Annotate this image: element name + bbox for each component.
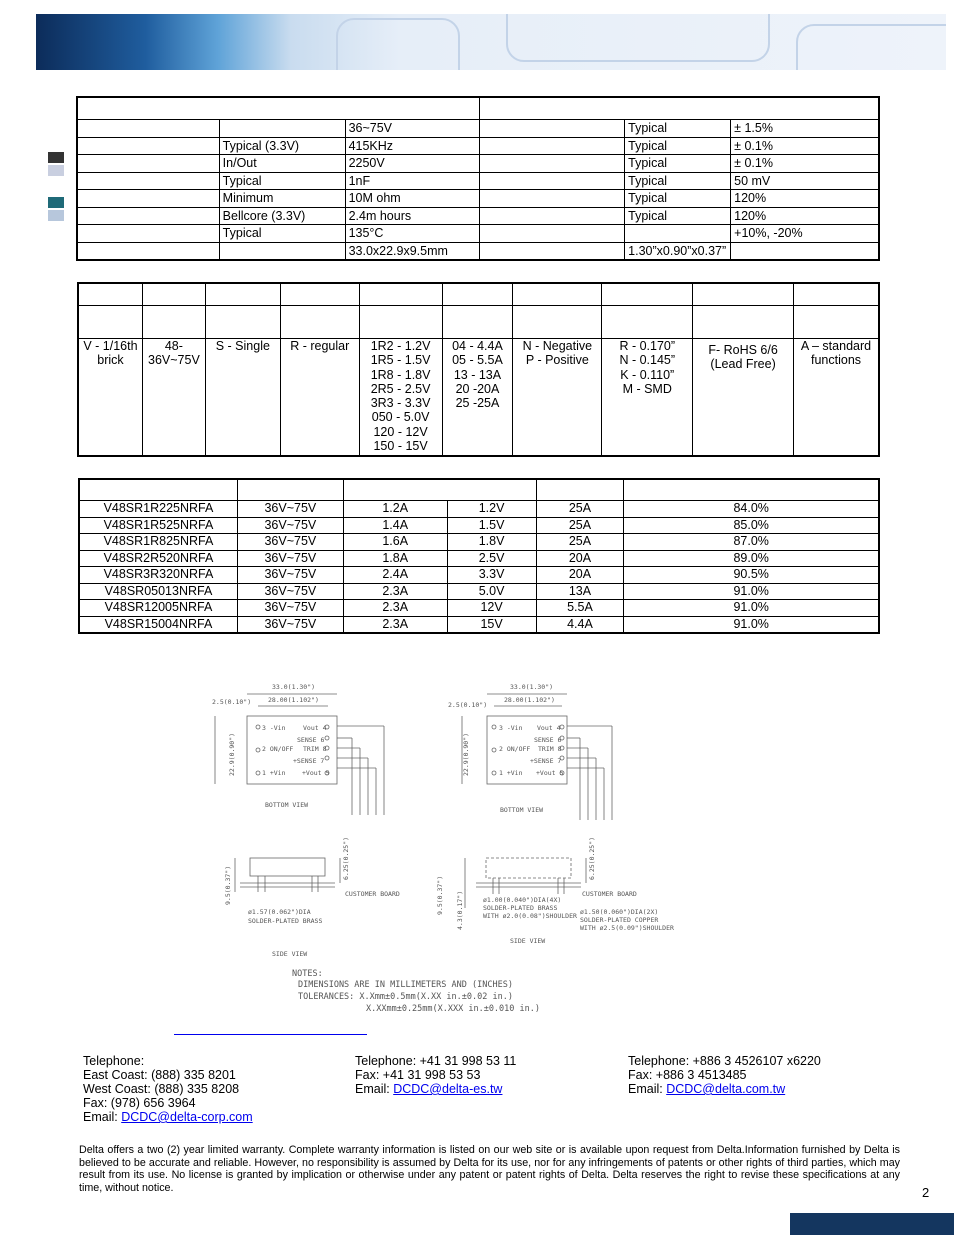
model-cell: 90.5%: [624, 567, 879, 584]
pn-option: 150 - 15V: [373, 439, 428, 454]
contact-line: Fax: (978) 656 3964: [83, 1096, 196, 1110]
side-view-label-left: SIDE VIEW: [272, 950, 308, 958]
warranty-disclaimer: Delta offers a two (2) year limited warranty. Complete warranty information is listed on our web site or is available upon request from Delta.Information furnished by Delta is believed to be accurate and reliable. However, no responsibility is assumed by Delta for its use, nor for any infringements of patents or other rights of third parties, which may result from its use. No license is granted by implication or otherwise under any patent or patent rights of Delta. Delta reserves the right to revise these specifications at any time, without notice.: [79, 1144, 900, 1194]
spec-cell: [731, 242, 879, 260]
model-row: [80, 567, 879, 584]
email-label: Email:: [628, 1082, 667, 1096]
pin-label: 3 -Vin: [499, 724, 523, 732]
pin-label: TRIM 8: [538, 745, 562, 753]
pn-option-cell: [79, 339, 143, 456]
model-cell: 36V~75V: [237, 600, 343, 617]
note-tolerance-1: TOLERANCES: X.Xmm±0.5mm(X.XX in.±0.02 in.): [298, 992, 513, 1002]
contact-asia: [628, 1054, 821, 1096]
model-cell: 25A: [536, 501, 624, 518]
model-row: [80, 550, 879, 567]
model-cell: 2.5V: [447, 550, 536, 567]
model-cell: 36V~75V: [237, 567, 343, 584]
spec-cell: 2250V: [345, 155, 479, 173]
spec-row: [78, 190, 879, 208]
spec-cell: [479, 242, 625, 260]
side-small-right: 4.3(0.17"): [456, 890, 464, 930]
mechanical-drawing: [200, 680, 680, 1020]
model-header-row: [80, 480, 879, 501]
banner-decoration: [796, 24, 946, 70]
spec-row: [78, 137, 879, 155]
contact-line: Fax: +886 3 4513485: [628, 1068, 747, 1082]
pn-option-cell: [205, 339, 280, 456]
model-cell: 20A: [536, 550, 624, 567]
model-row: [80, 534, 879, 551]
dim-pitch-left: 28.00(1.102"): [268, 696, 319, 704]
spec-cell: [78, 172, 220, 190]
pin-dia-left: ø1.57(0.062")DIA: [248, 908, 311, 916]
pn-subheader-row: [79, 306, 879, 339]
model-cell: 91.0%: [624, 616, 879, 633]
web-link-underline[interactable]: [174, 1034, 367, 1035]
pin-label: SENSE 6: [297, 736, 325, 744]
spec-cell: 36~75V: [345, 120, 479, 138]
dim-pitch-right: 28.00(1.102"): [504, 696, 555, 704]
pn-option: 04 - 4.4A: [452, 339, 503, 353]
pin-label: +Vout 5: [302, 769, 330, 777]
pin-material-left: SOLDER-PLATED BRASS: [248, 917, 323, 925]
pn-option: 050 - 5.0V: [371, 410, 430, 425]
email-link[interactable]: DCDC@delta-es.tw: [393, 1082, 503, 1096]
model-cell: 15V: [447, 616, 536, 633]
spec-header-right: [479, 98, 879, 120]
pn-option-cell: [693, 339, 794, 456]
model-cell: 36V~75V: [237, 517, 343, 534]
pn-option: 05 - 5.5A: [452, 353, 503, 368]
model-cell: V48SR1R225NRFA: [80, 501, 238, 518]
spec-row: [78, 207, 879, 225]
pn-option: 1R2 - 1.2V: [370, 339, 431, 353]
spec-cell: 1.30”x0.90”x0.37”: [625, 242, 731, 260]
side-height-right: 9.5(0.37"): [436, 875, 444, 915]
pin-label: TRIM 8: [303, 745, 327, 753]
model-cell: 36V~75V: [237, 550, 343, 567]
part-number-table: [78, 283, 879, 456]
email-label: Email:: [355, 1082, 394, 1096]
spec-cell: [479, 207, 625, 225]
pin-label: 3 -Vin: [262, 724, 286, 732]
model-cell: 13A: [536, 583, 624, 600]
model-cell: 12V: [447, 600, 536, 617]
model-cell: 36V~75V: [237, 501, 343, 518]
model-cell: 36V~75V: [237, 583, 343, 600]
pn-header-row: [79, 284, 879, 306]
contact-line: Telephone: +886 3 4526107 x6220: [628, 1054, 821, 1068]
model-cell: 84.0%: [624, 501, 879, 518]
pin-material-right2: SOLDER-PLATED COPPER: [580, 916, 659, 924]
pin-label: 1 +Vin: [499, 769, 523, 777]
spec-cell: ± 0.1%: [731, 137, 879, 155]
note-dimensions: DIMENSIONS ARE IN MILLIMETERS AND (INCHES): [298, 980, 513, 990]
contact-line: Fax: +41 31 998 53 53: [355, 1068, 481, 1082]
spec-cell: Typical: [625, 137, 731, 155]
model-table: [79, 479, 879, 633]
model-cell: 1.2A: [343, 501, 447, 518]
side-marker-light: [48, 210, 64, 221]
model-cell: V48SR05013NRFA: [80, 583, 238, 600]
pn-option: 1R5 - 1.5V: [370, 353, 431, 368]
banner-decoration: [506, 14, 770, 62]
spec-cell: [219, 242, 345, 260]
pn-option-cell: [602, 339, 693, 456]
spec-cell: 415KHz: [345, 137, 479, 155]
side-view-module-right: [486, 858, 571, 878]
spec-cell: ± 0.1%: [731, 155, 879, 173]
pn-option-cell: [359, 339, 442, 456]
spec-cell: 135°C: [345, 225, 479, 243]
spec-cell: Bellcore (3.3V): [219, 207, 345, 225]
spec-cell: Typical: [625, 120, 731, 138]
model-cell: 20A: [536, 567, 624, 584]
model-row: [80, 616, 879, 633]
model-cell: 1.6A: [343, 534, 447, 551]
spec-row: [78, 225, 879, 243]
contact-line: East Coast: (888) 335 8201: [83, 1068, 236, 1082]
pn-option-cell: [794, 339, 879, 456]
model-cell: V48SR2R520NRFA: [80, 550, 238, 567]
spec-cell: 2.4m hours: [345, 207, 479, 225]
pin-label: 2 ON/OFF: [262, 745, 294, 753]
pn-option: 1R8 - 1.8V: [370, 367, 431, 382]
model-cell: 1.8V: [447, 534, 536, 551]
pn-option: N - 0.145”: [619, 353, 676, 368]
pn-option: (Lead Free): [710, 357, 776, 372]
pin-dia-right2: ø1.50(0.060")DIA(2X): [580, 908, 659, 916]
model-cell: V48SR1R825NRFA: [80, 534, 238, 551]
spec-row: [78, 242, 879, 260]
model-cell: 4.4A: [536, 616, 624, 633]
model-cell: 85.0%: [624, 517, 879, 534]
side-min-left: 6.25(0.25"): [342, 836, 350, 880]
model-cell: 2.3A: [343, 583, 447, 600]
model-row: [80, 600, 879, 617]
dim-edge-right: 2.5(0.10"): [448, 701, 488, 709]
pn-option: F- RoHS 6/6: [708, 343, 778, 357]
spec-cell: 120%: [731, 190, 879, 208]
customer-board-right: CUSTOMER BOARD: [582, 890, 637, 898]
pin-label: +Vout 5: [536, 769, 564, 777]
pn-option-cell: [280, 339, 359, 456]
notes-title: NOTES:: [292, 969, 323, 979]
bottom-view-label-left: BOTTOM VIEW: [265, 801, 309, 809]
footer-bar: [790, 1213, 954, 1235]
pn-option: N - Negative: [522, 339, 593, 353]
pn-option: P - Positive: [525, 353, 589, 368]
dim-overall-right: 33.0(1.30"): [510, 683, 554, 691]
spec-cell: 10M ohm: [345, 190, 479, 208]
customer-board-left: CUSTOMER BOARD: [345, 890, 400, 898]
pin-label: Vout 4: [537, 724, 561, 732]
contact-line: West Coast: (888) 335 8208: [83, 1082, 240, 1096]
spec-cell: Typical: [625, 155, 731, 173]
pn-option: V - 1/16th: [83, 339, 138, 353]
spec-cell: ± 1.5%: [731, 120, 879, 138]
model-row: [80, 517, 879, 534]
pin-shoulder-right1: WITH ø2.0(0.08")SHOULDER: [483, 912, 577, 920]
spec-header-row: [78, 98, 879, 120]
side-height-left: 9.5(0.37"): [224, 865, 232, 905]
pin-label: Vout 4: [303, 724, 327, 732]
pn-option: brick: [97, 353, 124, 368]
spec-cell: [78, 190, 220, 208]
model-cell: 36V~75V: [237, 534, 343, 551]
email-link[interactable]: DCDC@delta.com.tw: [666, 1082, 786, 1096]
model-cell: 25A: [536, 517, 624, 534]
spec-cell: Minimum: [219, 190, 345, 208]
spec-header-left: [78, 98, 480, 120]
pn-option: R - regular: [290, 339, 350, 353]
email-label: Email:: [83, 1110, 122, 1124]
spec-cell: Typical (3.3V): [219, 137, 345, 155]
spec-cell: Typical: [219, 225, 345, 243]
pin-label: SENSE 6: [534, 736, 562, 744]
model-row: [80, 583, 879, 600]
pin-shoulder-right2: WITH ø2.5(0.09")SHOULDER: [580, 924, 674, 932]
model-row: [80, 501, 879, 518]
spec-cell: [479, 120, 625, 138]
spec-cell: [78, 137, 220, 155]
pn-option-cell: [513, 339, 602, 456]
pn-option: 2R5 - 2.5V: [370, 381, 431, 396]
spec-cell: [78, 225, 220, 243]
pn-option: 3R3 - 3.3V: [370, 396, 431, 411]
spec-cell: Typical: [625, 190, 731, 208]
side-view-label-right: SIDE VIEW: [510, 937, 546, 945]
model-cell: 1.4A: [343, 517, 447, 534]
spec-cell: Typical: [625, 172, 731, 190]
pn-option: S - Single: [215, 339, 270, 353]
page-number: 2: [922, 1185, 930, 1200]
contact-americas: [83, 1054, 253, 1124]
spec-cell: 50 mV: [731, 172, 879, 190]
pn-option: functions: [810, 353, 862, 368]
model-cell: 1.2V: [447, 501, 536, 518]
spec-table: [77, 97, 879, 260]
model-cell: 2.3A: [343, 616, 447, 633]
model-cell: 5.0V: [447, 583, 536, 600]
pn-option: 120 - 12V: [373, 424, 428, 439]
dim-height-right: 22.9(0.90"): [462, 732, 470, 776]
email-link[interactable]: DCDC@delta-corp.com: [121, 1110, 253, 1124]
side-min-right: 6.25(0.25"): [588, 836, 596, 880]
spec-row: [78, 155, 879, 173]
contact-line: Telephone: +41 31 998 53 11: [355, 1054, 517, 1068]
model-cell: V48SR3R320NRFA: [80, 567, 238, 584]
model-cell: V48SR12005NRFA: [80, 600, 238, 617]
pn-option: 13 - 13A: [453, 367, 502, 382]
spec-cell: [479, 155, 625, 173]
model-cell: 1.5V: [447, 517, 536, 534]
spec-cell: [479, 225, 625, 243]
pn-values-row: [79, 339, 879, 456]
model-cell: 2.3A: [343, 600, 447, 617]
banner-decoration: [336, 18, 460, 70]
spec-row: [78, 172, 879, 190]
spec-cell: [78, 120, 220, 138]
model-cell: 91.0%: [624, 600, 879, 617]
pn-option: K - 0.110”: [620, 367, 675, 382]
note-tolerance-2: X.XXmm±0.25mm(X.XXX in.±0.010 in.): [366, 1004, 540, 1014]
spec-cell: [78, 155, 220, 173]
spec-cell: [219, 120, 345, 138]
dim-overall-left: 33.0(1.30"): [272, 683, 316, 691]
contact-line: Telephone:: [83, 1054, 145, 1068]
pn-option: A – standard: [800, 339, 872, 353]
contact-europe: [355, 1054, 516, 1096]
spec-cell: [479, 190, 625, 208]
spec-cell: In/Out: [219, 155, 345, 173]
pn-option: 48-: [164, 339, 183, 353]
pin-label: +SENSE 7: [293, 757, 325, 765]
pn-option: R - 0.170”: [619, 339, 676, 353]
model-cell: 87.0%: [624, 534, 879, 551]
model-cell: 91.0%: [624, 583, 879, 600]
spec-cell: Typical: [219, 172, 345, 190]
bottom-view-label-right: BOTTOM VIEW: [500, 806, 544, 814]
pn-option: 20 -20A: [455, 381, 500, 396]
spec-cell: 33.0x22.9x9.5mm: [345, 242, 479, 260]
pin-material-right1: SOLDER-PLATED BRASS: [483, 904, 558, 912]
model-cell: V48SR1R525NRFA: [80, 517, 238, 534]
header-banner: [36, 14, 946, 70]
spec-cell: 120%: [731, 207, 879, 225]
spec-row: [78, 120, 879, 138]
side-marker-dark: [48, 152, 64, 163]
side-marker-teal: [48, 197, 64, 208]
pn-option-cell: [142, 339, 205, 456]
pn-option-cell: [442, 339, 513, 456]
pn-option: M - SMD: [622, 381, 672, 396]
spec-cell: [479, 172, 625, 190]
spec-cell: [78, 207, 220, 225]
model-cell: V48SR15004NRFA: [80, 616, 238, 633]
model-cell: 3.3V: [447, 567, 536, 584]
pin-label: +SENSE 7: [530, 757, 562, 765]
dim-height-left: 22.9(0.90"): [228, 732, 236, 776]
spec-cell: [625, 225, 731, 243]
spec-cell: [479, 137, 625, 155]
spec-cell: +10%, -20%: [731, 225, 879, 243]
model-cell: 25A: [536, 534, 624, 551]
pn-option: 25 -25A: [455, 396, 500, 411]
side-view-module-left: [250, 858, 325, 876]
spec-cell: 1nF: [345, 172, 479, 190]
model-cell: 89.0%: [624, 550, 879, 567]
dim-edge-left: 2.5(0.10"): [212, 698, 252, 706]
pin-label: 1 +Vin: [262, 769, 286, 777]
spec-cell: [78, 242, 220, 260]
model-cell: 5.5A: [536, 600, 624, 617]
pn-option: 36V~75V: [148, 353, 200, 368]
model-cell: 1.8A: [343, 550, 447, 567]
model-cell: 36V~75V: [237, 616, 343, 633]
model-cell: 2.4A: [343, 567, 447, 584]
pin-dia-right1: ø1.00(0.040")DIA(4X): [483, 896, 562, 904]
side-marker-light: [48, 165, 64, 176]
spec-cell: Typical: [625, 207, 731, 225]
pin-label: 2 ON/OFF: [499, 745, 531, 753]
